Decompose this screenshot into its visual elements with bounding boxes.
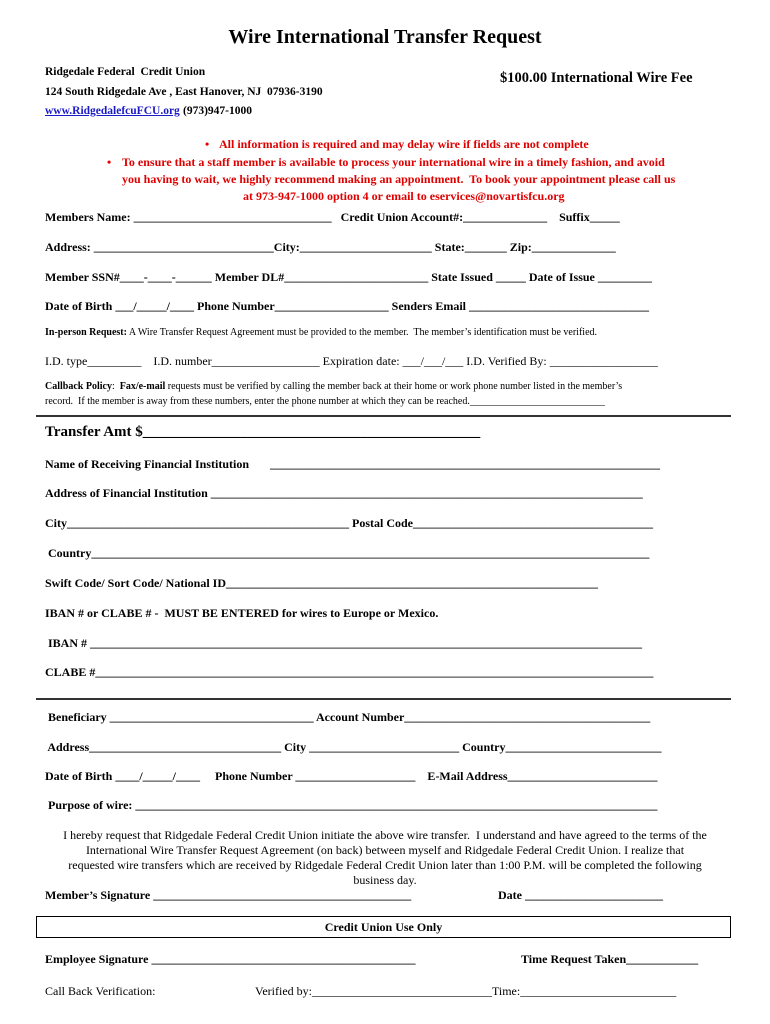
agreement-line3: requested wire transfers which are received by Ridgedale Federal Credit Union later than 1:00 P.M. will be completed the following xyxy=(68,858,702,872)
callback-policy xyxy=(45,381,622,392)
credit-union-use-title: Credit Union Use Only xyxy=(324,920,443,934)
agreement-line4: business day. xyxy=(353,873,417,887)
clabe-field[interactable]: CLABE #_____________________________________________________________________________________________ xyxy=(45,665,654,679)
page-title: Wire International Transfer Request xyxy=(228,26,542,48)
purpose-of-wire-field[interactable]: Purpose of wire: _______________________________________________________________________________________ xyxy=(45,798,658,812)
member-ssn-row[interactable]: Member SSN#____-____-______ Member DL#________________________ State Issued _____ Date of Issue _________ xyxy=(45,270,652,284)
callback-fax-email: Fax/e-mail xyxy=(119,381,166,392)
institution-country-field[interactable]: Country_____________________________________________________________________________________________ xyxy=(45,546,650,560)
receiving-institution-field[interactable]: Name of Receiving Financial Institution _________________________________________________________________ xyxy=(45,457,660,471)
verified-by-field[interactable]: Verified by:______________________________Time:__________________________ xyxy=(255,984,677,998)
wire-fee: $100.00 International Wire Fee xyxy=(500,70,693,86)
call-back-verification-label: Call Back Verification: xyxy=(45,984,156,998)
divider xyxy=(36,698,731,700)
member-dob-row[interactable]: Date of Birth ___/_____/____ Phone Number___________________ Senders Email ______________________________ xyxy=(45,299,649,313)
credit-union-use-box xyxy=(36,916,731,938)
institution-city-postal-field[interactable]: City_______________________________________________ Postal Code________________________________________ xyxy=(45,516,653,530)
callback-policy-line2[interactable]: record. If the member is away from these numbers, enter the phone number at which they can be reached.___________________________ xyxy=(45,396,605,407)
member-signature-field[interactable]: Member’s Signature ___________________________________________ xyxy=(45,888,412,902)
notice-required: All information is required and may delay wire if fields are not complete xyxy=(219,137,589,151)
org-phone: (973)947-1000 xyxy=(183,105,252,117)
org-name: Ridgedale Federal Credit Union xyxy=(45,66,206,78)
iban-field[interactable]: IBAN # ____________________________________________________________________________________________ xyxy=(45,636,643,650)
beneficiary-address-row[interactable]: Address________________________________ City _________________________ Country__________________________ xyxy=(45,740,662,754)
id-row[interactable]: I.D. type_________ I.D. number__________________ Expiration date: ___/___/___ I.D. Verified By: __________________ xyxy=(45,354,658,368)
bullet-icon: • xyxy=(107,155,112,169)
callback-colon: : xyxy=(111,381,120,392)
org-address: 124 South Ridgedale Ave , East Hanover, NJ 07936-3190 xyxy=(45,86,323,98)
inperson-label: In-person Request: xyxy=(45,327,127,338)
beneficiary-dob-row[interactable]: Date of Birth ____/_____/____ Phone Number ____________________ E-Mail Address_________________________ xyxy=(45,769,658,783)
transfer-amount-field[interactable]: Transfer Amt $_____________________________________________ xyxy=(45,424,481,440)
inperson-request xyxy=(45,327,597,338)
agreement-line2: International Wire Transfer Request Agreement (on back) between myself and Ridgedale Federal Credit Union. I realize that xyxy=(85,843,685,857)
beneficiary-row[interactable]: Beneficiary __________________________________ Account Number_________________________________________ xyxy=(45,710,651,724)
org-website-link[interactable]: www.RidgedalefcuFCU.org xyxy=(45,105,180,117)
signature-date-field[interactable]: Date _______________________ xyxy=(498,888,663,902)
agreement-line1: I hereby request that Ridgedale Federal Credit Union initiate the above wire transfer. I understand and have agreed to the terms of the xyxy=(63,828,707,842)
time-request-taken-field[interactable]: Time Request Taken____________ xyxy=(521,952,699,966)
iban-note: IBAN # or CLABE # - MUST BE ENTERED for wires to Europe or Mexico. xyxy=(45,606,439,620)
member-name-row[interactable]: Members Name: _________________________________ Credit Union Account#:______________ Suffix_____ xyxy=(45,210,620,224)
inperson-text: A Wire Transfer Request Agreement must be provided to the member. The member’s identification must be verified. xyxy=(126,327,598,338)
callback-label: Callback Policy xyxy=(45,381,112,392)
member-address-row[interactable]: Address: ______________________________City:______________________ State:_______ Zip:______________ xyxy=(45,240,616,254)
institution-address-field[interactable]: Address of Financial Institution ________________________________________________________________________ xyxy=(45,486,643,500)
notice-appointment-line3: at 973-947-1000 option 4 or email to eservices@novartisfcu.org xyxy=(243,189,565,203)
callback-text: requests must be verified by calling the member back at their home or work phone number listed in the member’s xyxy=(165,381,623,392)
employee-signature-field[interactable]: Employee Signature ____________________________________________ xyxy=(45,952,416,966)
notice-appointment: To ensure that a staff member is available to process your international wire in a timely fashion, and avoid xyxy=(122,155,665,169)
swift-code-field[interactable]: Swift Code/ Sort Code/ National ID______________________________________________________________ xyxy=(45,576,599,590)
notice-appointment-line2: you having to wait, we highly recommend making an appointment. To book your appointment please call us xyxy=(122,172,676,186)
divider xyxy=(36,415,731,417)
bullet-icon: • xyxy=(205,137,210,151)
